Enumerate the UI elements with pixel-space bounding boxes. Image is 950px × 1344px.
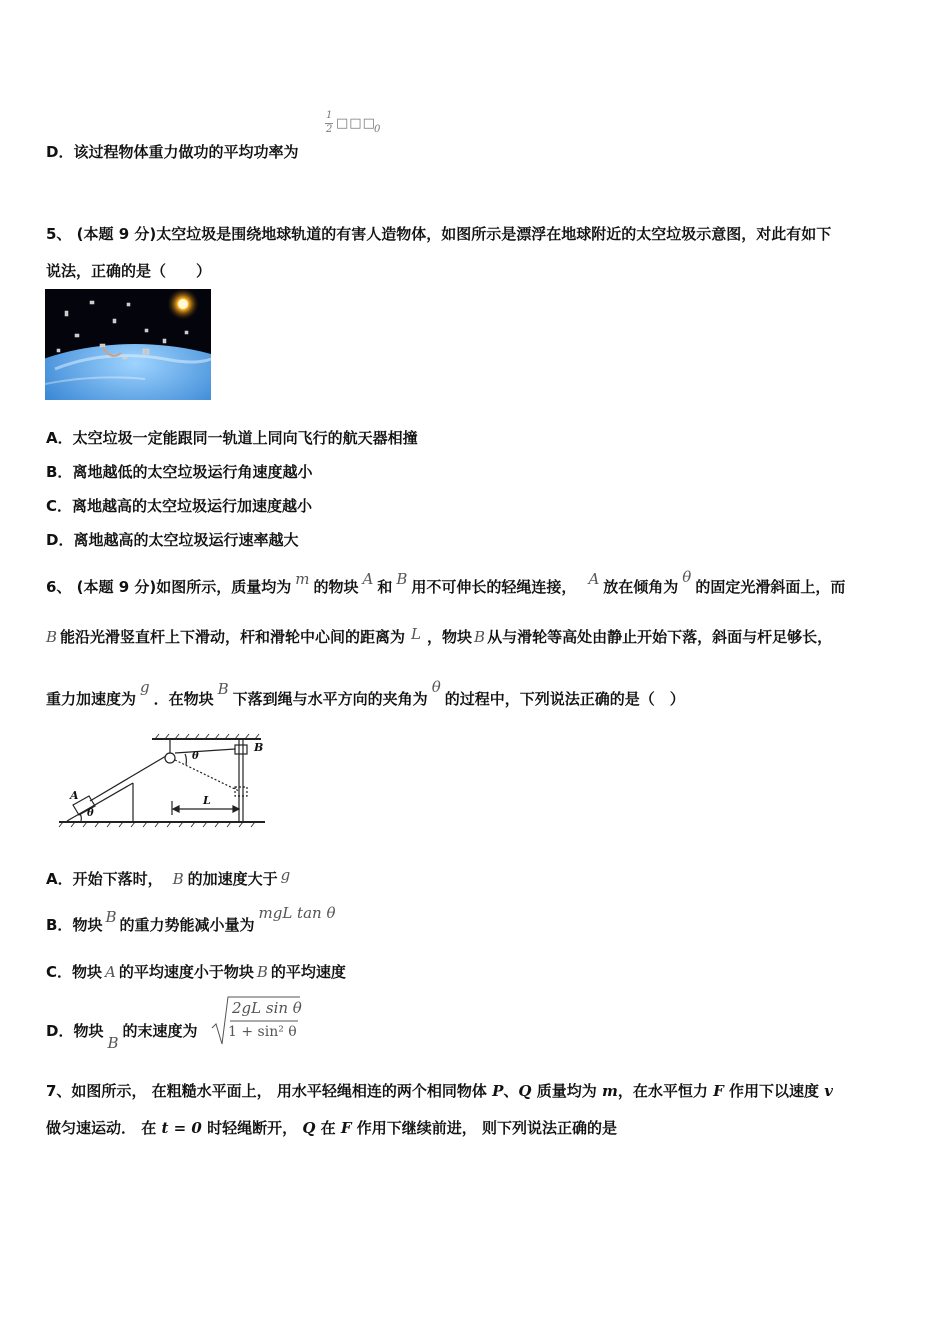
q6-option-c bbox=[46, 961, 346, 982]
symbol-P: P bbox=[492, 1082, 504, 1100]
formula-subscript: 0 bbox=[374, 124, 381, 135]
q7-stem-line1 bbox=[46, 1080, 833, 1101]
symbol-B: B bbox=[46, 628, 58, 646]
option-text: 的加速度大于 bbox=[187, 870, 278, 888]
stem-text: ．在物块 bbox=[153, 690, 214, 708]
question-score: (本题 9 分) bbox=[76, 578, 157, 596]
stem-text: 放在倾角为 bbox=[603, 578, 679, 596]
q6-stem-line2 bbox=[46, 626, 832, 647]
fraction-numerator: 1 bbox=[326, 110, 333, 121]
q6-stem-line1 bbox=[46, 568, 846, 597]
symbol-Q: Q bbox=[302, 1119, 316, 1137]
symbol-B: B bbox=[217, 680, 229, 698]
option-text: 物块 bbox=[73, 1022, 104, 1040]
figure-label-theta-base: θ bbox=[87, 808, 94, 819]
option-text: 的平均速度小于物块 bbox=[118, 963, 254, 981]
formula-placeholder: □□□ bbox=[336, 116, 376, 131]
figure-label-A: A bbox=[70, 789, 79, 802]
stem-text: 用不可伸长的轻绳连接， bbox=[411, 578, 577, 596]
symbol-g: g bbox=[140, 678, 150, 696]
symbol-A: A bbox=[588, 570, 600, 588]
stem-text: 在 bbox=[320, 1119, 336, 1137]
q4-option-d bbox=[46, 141, 298, 162]
question-score: (本题 9 分) bbox=[76, 225, 157, 243]
symbol-B: B bbox=[474, 628, 486, 646]
fraction-denominator: 2 bbox=[326, 124, 333, 135]
option-text: 的末速度为 bbox=[122, 1022, 198, 1040]
q5-option-d bbox=[46, 529, 298, 550]
option-text: 的重力势能减小量为 bbox=[119, 916, 255, 934]
option-text: 离地越高的太空垃圾运行加速度越小 bbox=[72, 497, 313, 515]
q6-option-b bbox=[46, 904, 336, 935]
expression-t-equals-0: t = 0 bbox=[161, 1119, 202, 1137]
q5-option-a bbox=[46, 427, 418, 448]
symbol-F: F bbox=[340, 1119, 352, 1137]
symbol-B: B bbox=[396, 570, 408, 588]
space-debris-image bbox=[45, 289, 211, 400]
option-text: 物块 bbox=[72, 963, 103, 981]
figure-label-theta-top: θ bbox=[192, 751, 199, 762]
option-text: 离地越高的太空垃圾运行速率越大 bbox=[73, 531, 299, 549]
option-label: D． bbox=[46, 143, 74, 161]
q6-stem-line3 bbox=[46, 678, 685, 709]
symbol-Q: Q bbox=[518, 1082, 532, 1100]
symbol-A: A bbox=[362, 570, 374, 588]
stem-text: 下落到绳与水平方向的夹角为 bbox=[232, 690, 428, 708]
option-text: 太空垃圾一定能跟同一轨道上同向飞行的航天器相撞 bbox=[72, 429, 418, 447]
stem-text: 能沿光滑竖直杆上下滑动，杆和滑轮中心间的距离为 bbox=[60, 628, 406, 646]
symbol-g: g bbox=[280, 866, 291, 884]
option-label: C． bbox=[46, 963, 73, 981]
option-label: B． bbox=[46, 463, 73, 481]
stem-text: 和 bbox=[377, 578, 393, 596]
fraction-denominator: 1 + sin² θ bbox=[228, 1024, 297, 1040]
option-label: D． bbox=[46, 1022, 74, 1040]
q4-option-d-formula bbox=[324, 110, 394, 140]
stem-text: 的固定光滑斜面上，而 bbox=[695, 578, 846, 596]
question-stem: 太空垃圾是围绕地球轨道的有害人造物体，如图所示是漂浮在地球附近的太空垃圾示意图，对此有如下 bbox=[156, 225, 832, 243]
symbol-A: A bbox=[105, 963, 116, 981]
q5-option-c bbox=[46, 495, 312, 516]
option-label: D． bbox=[46, 531, 74, 549]
symbol-B: B bbox=[105, 908, 117, 926]
symbol-m: m bbox=[601, 1082, 618, 1100]
q7-stem-line2 bbox=[46, 1117, 617, 1138]
stem-text: 时轻绳断开， bbox=[207, 1119, 298, 1137]
symbol-theta: θ bbox=[682, 568, 692, 586]
q6-option-a bbox=[46, 868, 290, 889]
q6-option-d-formula bbox=[210, 994, 302, 1046]
stem-text: 作用下以速度 bbox=[729, 1082, 820, 1100]
symbol-B: B bbox=[256, 963, 268, 981]
q6-option-d bbox=[46, 1020, 198, 1052]
stem-text: 做匀速运动． 在 bbox=[46, 1119, 157, 1137]
symbol-F: F bbox=[713, 1082, 724, 1100]
option-text: 开始下落时， bbox=[72, 870, 163, 888]
figure-label-L: L bbox=[203, 794, 211, 807]
stem-text: ，在水平恒力 bbox=[617, 1082, 708, 1100]
expression-mgl-tan-theta: mgL tan θ bbox=[258, 904, 336, 922]
symbol-v: v bbox=[824, 1082, 833, 1100]
option-label: B． bbox=[46, 916, 73, 934]
symbol-B: B bbox=[172, 870, 184, 888]
question-number: 5、 bbox=[46, 225, 72, 243]
figure-label-B: B bbox=[254, 741, 264, 754]
stem-text: 的过程中，下列说法正确的是（ ） bbox=[444, 690, 685, 708]
option-text: 物块 bbox=[72, 916, 103, 934]
stem-text: 7、如图所示， 在粗糙水平面上， 用水平轻绳相连的两个相同物体 bbox=[46, 1082, 487, 1100]
symbol-B: B bbox=[107, 1034, 119, 1052]
stem-text: 、 bbox=[503, 1082, 519, 1100]
fraction-numerator: 2gL sin θ bbox=[232, 999, 302, 1017]
option-label: A． bbox=[46, 429, 73, 447]
stem-text: 的物块 bbox=[313, 578, 359, 596]
incline-pulley-diagram bbox=[55, 733, 270, 831]
symbol-theta: θ bbox=[431, 678, 441, 696]
q5-stem-line2: 说法，正确的是（ ） bbox=[46, 262, 212, 280]
stem-text: 质量均为 bbox=[536, 1082, 597, 1100]
option-label: C． bbox=[46, 497, 73, 515]
stem-text: ，物块 bbox=[427, 628, 473, 646]
symbol-L: L bbox=[411, 625, 422, 643]
question-number: 6、 bbox=[46, 578, 72, 596]
option-text: 的平均速度 bbox=[270, 963, 346, 981]
symbol-m: m bbox=[295, 570, 310, 588]
space-debris-illustration bbox=[45, 289, 211, 400]
q5-option-b bbox=[46, 461, 312, 482]
option-text: 该过程物体重力做功的平均功率为 bbox=[73, 143, 299, 161]
q5-stem-line1 bbox=[46, 223, 831, 244]
stem-text: 作用下继续前进， 则下列说法正确的是 bbox=[356, 1119, 618, 1137]
option-text: 离地越低的太空垃圾运行角速度越小 bbox=[72, 463, 313, 481]
option-label: A． bbox=[46, 870, 73, 888]
stem-text: 重力加速度为 bbox=[46, 690, 137, 708]
stem-text: 从与滑轮等高处由静止开始下落，斜面与杆足够长， bbox=[487, 628, 833, 646]
stem-text: 如图所示，质量均为 bbox=[156, 578, 292, 596]
